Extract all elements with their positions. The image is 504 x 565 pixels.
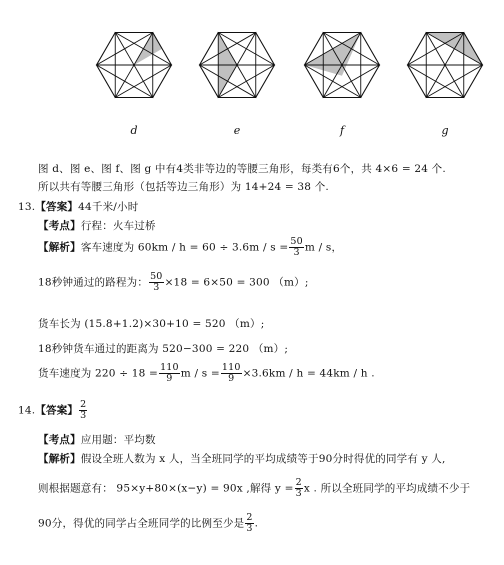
figure-label-f: f	[339, 124, 345, 137]
q14-analysis-line2	[38, 478, 470, 499]
fraction	[149, 272, 164, 293]
fraction-numerator: 2	[295, 477, 302, 488]
fraction	[289, 237, 304, 258]
hexagon-e	[200, 33, 275, 98]
q14-l3-post: .	[254, 517, 259, 530]
hexagon-d	[97, 33, 172, 98]
q14-analysis-line3	[38, 513, 258, 534]
q14-analysis-line1	[38, 451, 446, 466]
fraction-numerator: 50	[150, 271, 163, 282]
fraction-denominator: 3	[295, 487, 302, 499]
q14-answer-fraction	[79, 400, 87, 421]
fraction	[295, 478, 303, 499]
fraction-denominator: 3	[153, 281, 160, 293]
q13-analysis-line2	[38, 272, 309, 293]
p12-line2: 所以共有等腰三角形（包括等边三角形）为 14+24 = 38 个.	[38, 181, 329, 193]
q13-l2-pre: 18秒钟通过的路程为：	[38, 276, 149, 289]
figure-label-d: d	[130, 124, 138, 137]
figure-label-g: g	[441, 124, 449, 137]
fraction-numerator: 50	[290, 236, 303, 247]
fraction-denominator: 9	[228, 372, 235, 384]
fraction-denominator: 3	[246, 522, 253, 534]
q13-analysis-line5	[38, 363, 375, 384]
q13-number: 13.	[18, 201, 36, 213]
hexagon-figures	[0, 0, 504, 150]
hexagon-g	[408, 33, 483, 98]
q14-answer-tag: 【答案】	[35, 404, 79, 417]
q14-analysis-tag: 【解析】	[38, 453, 81, 465]
q13-l5-pre: 货车速度为 220 ÷ 18 =	[38, 367, 159, 380]
fraction-denominator: 3	[293, 246, 300, 258]
shaded-triangle-f	[305, 33, 361, 76]
q13-analysis-tag: 【解析】	[38, 241, 81, 254]
q13-analysis-line4: 18秒钟货车通过的距离为 520−300 = 220 （m）;	[38, 343, 289, 355]
figure-label-e: e	[233, 124, 241, 137]
q13-l5-mid: m / s =	[180, 367, 220, 380]
fraction-numerator: 2	[80, 399, 87, 410]
q13-answer: 44千米/小时	[78, 201, 139, 213]
q13-l2-post: ×18 = 6×50 = 300 （m）;	[164, 276, 309, 289]
p12-line1: 图 d、图 e、图 f、图 g 中有4类非等边的等腰三角形，每类有6个，共 4×6 = 24 个.	[38, 163, 446, 175]
q13-l1-post: m / s，	[304, 241, 343, 254]
fraction-numerator: 2	[246, 512, 253, 523]
q13-analysis-line1	[38, 237, 342, 258]
q14-l2-pre: 则根据题意有： 95×y+80×(x−y) = 90x ,解得 y =	[38, 482, 294, 495]
fraction	[221, 363, 242, 384]
fraction	[245, 513, 253, 534]
fraction-numerator: 110	[160, 362, 179, 373]
q14-keypoint: 应用题：平均数	[80, 434, 156, 446]
fraction	[159, 363, 180, 384]
q14-keypoint-line	[38, 432, 156, 447]
q14-l1: 假设全班人数为 x 人，当全班同学的平均成绩等于90分时得优的同学有 y 人,	[80, 453, 446, 465]
q13-keypoint-line	[38, 218, 156, 233]
q13-l5-post: ×3.6km / h = 44km / h .	[242, 367, 375, 380]
shaded-triangle-d	[134, 33, 162, 66]
q13-keypoint: 行程：火车过桥	[80, 220, 156, 232]
fraction-denominator: 3	[80, 409, 87, 421]
fraction-numerator: 110	[221, 362, 241, 373]
q14-keypoint-tag: 【考点】	[38, 434, 81, 446]
q13-answer-tag: 【答案】	[35, 201, 79, 213]
q13-keypoint-tag: 【考点】	[38, 220, 81, 232]
q13-answer-line	[18, 199, 138, 214]
q13-analysis-line3: 货车长为 (15.8+1.2)×30+10 = 520 （m）;	[38, 318, 265, 330]
hexagon-f	[305, 33, 380, 98]
q14-number: 14.	[18, 404, 36, 417]
q13-l1-pre: 客车速度为 60km / h = 60 ÷ 3.6m / s =	[80, 241, 289, 254]
q14-l3-pre: 90分，得优的同学占全班同学的比例至少是	[38, 517, 245, 530]
q14-l2-post: x . 所以全班同学的平均成绩不少于	[303, 482, 471, 495]
q14-answer-line	[18, 400, 88, 421]
fraction-denominator: 9	[166, 372, 173, 384]
